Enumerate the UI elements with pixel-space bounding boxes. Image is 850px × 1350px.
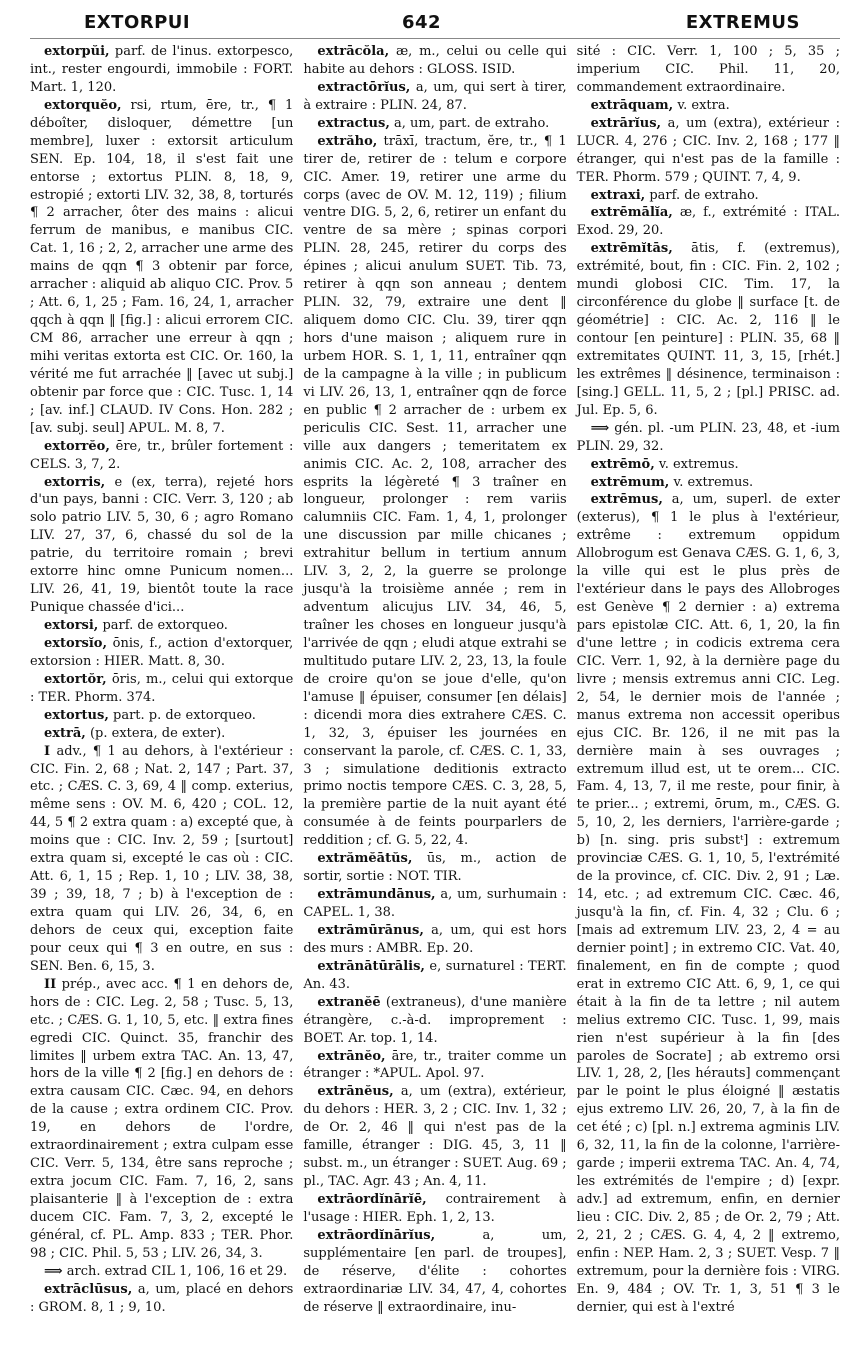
dictionary-entry (577, 97, 840, 115)
entry-text: æ, m., celui ou celle qui habite au dehors : GLOSS. ISID. (303, 44, 567, 77)
entry-text: prép., avec acc. ¶ 1 en dehors de, hors de : CIC. Leg. 2, 58 ; Tusc. 5, 13, etc. ; CÆS. G. 1, 10, 5, etc. ‖ extra fines egredi CIC. Quinct. 35, franchir des limites ‖ urbem extra TAC. An. 13, 47, hors de la ville ¶ 2 [fig.] en dehors de : extra causam CIC. Cæc. 94, en dehors de la cause ; extra ordinem CIC. Prov. 19, en dehors de l'ordre, extraordinairement ; extra culpam esse CIC. Verr. 5, 134, être sans reproche ; extra jocum CIC. Fam. 7, 16, 2, sans plaisanterie ‖ à l'exception de : extra ducem CIC. Fam. 7, 3, 2, excepté le général, cf. PL. Amp. 833 ; TER. Phor. 98 ; CIC. Phil. 5, 53 ; LIV. 26, 34, 3. (30, 976, 294, 1261)
headword: extrāquam, (590, 97, 674, 113)
headword: I (44, 743, 51, 759)
entry-text: a, um, part. de extraho. (393, 115, 550, 131)
headword: extrăho, (317, 133, 378, 149)
headword: extrā, (44, 725, 86, 741)
headword: extrēmus, (590, 492, 663, 508)
entry-text: a, um, qui est hors des murs : AMBR. Ep. 20. (303, 922, 567, 956)
dictionary-entry (303, 886, 566, 922)
headword: extorsi, (44, 618, 99, 633)
headword: extrārĭus, (590, 115, 662, 131)
entry-text: parf. de extraho. (649, 187, 759, 203)
entry-text: contrairement à l'usage : HIER. Eph. 1, 2, 13. (303, 1192, 567, 1225)
dictionary-entry (303, 1227, 566, 1317)
entry-text: adv., ¶ 1 au dehors, à l'extérieur : CIC. Fin. 2, 68 ; Nat. 2, 147 ; Part. 37, etc. ; CÆS. C. 3, 69, 4 ‖ comp. exterius, même sens : OV. M. 6, 420 ; COL. 12, 44, 5 ¶ 2 extra quam : a) excepté que, à moins que : CIC. Inv. 2, 59 ; [surtout] extra quam si, excepté le cas où : CIC. Att. 6, 1, 15 ; Rep. 1, 10 ; LIV. 38, 38, 39 ; 39, 18, 7 ; b) à l'exception de : extra quam qui LIV. 26, 34, 6, en dehors de ceux qui, exception faite pour ceux qui ¶ 3 en outre, en sus : SEN. Ben. 6, 15, 3. (30, 743, 294, 974)
dictionary-entry (577, 115, 840, 187)
headword: extrēmō, (590, 456, 655, 472)
page-header (30, 6, 840, 39)
entry-text: v. extremus. (673, 474, 754, 490)
headword: extortŏr, (44, 671, 107, 687)
headword: extranĕē (317, 994, 381, 1010)
headword: extorrĕo, (44, 438, 110, 454)
dictionary-entry (577, 474, 840, 492)
dictionary-entry (30, 43, 293, 97)
entry-text: a, um, supplémentaire [en parl. de troupes], de réserve, d'élite : cohortes extraordinariæ LIV. 34, 47, 4, cohortes de réserve ‖ extraordinaire, inu- (303, 1227, 567, 1315)
headword: ⟹ (44, 1263, 63, 1279)
entry-text: āre, tr., traiter comme un étranger : *APUL. Apol. 97. (303, 1048, 567, 1082)
headword: extrāclūsus, (44, 1281, 133, 1297)
dictionary-entry (30, 1263, 293, 1281)
dictionary-entry (30, 438, 293, 474)
dictionary-entry (30, 976, 293, 1263)
dictionary-entry (30, 707, 293, 725)
dictionary-entry (577, 420, 840, 456)
entry-text: ūs, m., action de sortir, sortie : NOT. TIR. (303, 851, 567, 885)
headword: extrēmum, (590, 474, 670, 490)
dictionary-entry (30, 743, 293, 976)
dictionary-entry (303, 1083, 566, 1191)
headword: extrānĕus, (317, 1084, 394, 1100)
entry-text: a, um, qui sert à tirer, à extraire : PLIN. 24, 87. (303, 79, 567, 113)
column-3 (577, 43, 840, 1317)
entry-text: a, um, surhumain : CAPEL. 1, 38. (303, 887, 567, 920)
column-1 (30, 43, 293, 1317)
headword: ⟹ (590, 420, 610, 436)
entry-text: ōris, m., celui qui extorque : TER. Phorm. 374. (30, 671, 294, 705)
headword: extorsĭo, (44, 635, 108, 651)
dictionary-entry (577, 456, 840, 474)
dictionary-entry (577, 204, 840, 240)
headword: extrāordĭnārĭē, (317, 1192, 427, 1207)
dictionary-entry (303, 133, 566, 851)
dictionary-entry (577, 43, 840, 97)
page-number: 642 (402, 12, 442, 33)
entry-text: e, surnaturel : TERT. An. 43. (303, 958, 567, 992)
headword: extrāmundānus, (317, 887, 436, 903)
headword: extrēmĭtās, (590, 241, 673, 257)
entry-text: rsi, rtum, ēre, tr., ¶ 1 déboîter, disloquer, démettre [un membre], luxer : extorsit articulum SEN. Ep. 104, 18, il s'est fait une entorse ; extortus PLIN. 8, 18, 9, estropié ; extorti LIV. 32, 38, 8, torturés ¶ 2 arracher, ôter des mains : alicui ferrum de manibus, e manibus CIC. Cat. 1, 16 ; 2, 2, arracher une arme des mains de qqn ¶ 3 obtenir par force, arracher : aliquid ab aliquo CIC. Prov. 5 ; Att. 6, 1, 25 ; Fam. 16, 24, 1, arracher qqch à qqn ‖ [fig.] : alicui errorem CIC. CM 86, arracher une erreur à qqn ; mihi veritas extorta est CIC. Or. 160, la vérité me fut arrachée ‖ [avec ut subj.] obtenir par force que : CIC. Tusc. 1, 14 ; [av. inf.] CLAUD. IV Cons. Hon. 282 ; [av. subj. seul] APUL. M. 8, 7. (30, 97, 294, 436)
dictionary-entry (303, 922, 566, 958)
dictionary-entry (303, 1048, 566, 1084)
headword: extractus, (317, 115, 390, 131)
dictionary-entry (30, 617, 293, 635)
headword: extorpŭi, (44, 44, 110, 59)
headword: extorris, (44, 474, 106, 490)
dictionary-entry (30, 635, 293, 671)
entry-text: trāxī, tractum, ĕre, tr., ¶ 1 tirer de, retirer de : telum e corpore CIC. Amer. 19, retirer une arme du corps (avec de OV. M. 12, 119) ; filium ventre DIG. 5, 2, 6, retirer un enfant du ventre de sa mère ; spinas corpori PLIN. 28, 245, retirer du corps des épines ; alicui anulum SUET. Tib. 73, retirer à qqn son anneau ; dentem PLIN. 32, 79, extraire une dent ‖ aliquem domo CIC. Clu. 39, tirer qqn hors d'une maison ; aliquem rure in urbem HOR. S. 1, 1, 11, entraîner qqn de la campagne à la ville ; in publicum vi LIV. 26, 13, 1, entraîner qqn de force en public ¶ 2 arracher de : urbem ex periculis CIC. Sest. 11, arracher une ville aux dangers ; temeritatem ex animis CIC. Ac. 2, 108, arracher des esprits la légèreté ¶ 3 traîner en longueur, prolonger : rem variis calumniis CIC. Fam. 1, 4, 1, prolonger une discussion par mille chicanes ; extrahitur bellum in tertium annum LIV. 3, 2, 2, la guerre se prolonge jusqu'à la troisième année ; rem in adventum alicujus LIV. 34, 46, 5, traîner les choses en longueur jusqu'à l'arrivée de qqn ; eludi atque extrahi se multitudo putare LIV. 2, 23, 13, la foule de croire qu'on se joue d'elle, qu'on l'amuse ‖ épuiser, consumer [en délais] : dicendi mora dies extrahere CÆS. C. 1, 32, 3, épuiser les journées en conservant la parole, cf. CÆS. C. 1, 33, 3 ; simulatione deditionis extracto primo noctis tempore CÆS. C. 3, 28, 5, la première partie de la nuit ayant été consumée à de feints pourparlers de reddition ; cf. G. 5, 22, 4. (303, 133, 567, 849)
dictionary-entry (303, 850, 566, 886)
headword: extrămĕātŭs, (317, 851, 413, 867)
entry-text: parf. de extorqueo. (102, 618, 228, 633)
columns (30, 43, 840, 1317)
entry-text: (p. extera, de exter). (89, 725, 226, 741)
entry-text: v. extremus. (658, 456, 739, 472)
entry-text: a, um (extra), extérieur : LUCR. 4, 276 ; CIC. Inv. 2, 168 ; 177 ‖ étranger, qui n'est pas de la famille : TER. Phorm. 579 ; QUINT. 7, 4, 9. (576, 115, 840, 185)
entry-text: arch. extrad CIL 1, 106, 16 et 29. (66, 1263, 288, 1279)
headword: II (44, 976, 57, 992)
entry-text: e (ex, terra), rejeté hors d'un pays, banni : CIC. Verr. 3, 120 ; ab solo patrio LIV. 5, 30, 6 ; agro Romano LIV. 27, 37, 6, chassé du sol de la patrie, du territoire romain ; brevi extorre hinc omne Punicum nomen... LIV. 26, 41, 19, bientôt toute la race Punique chassée d'ici... (30, 474, 294, 616)
entry-text: ātis, f. (extremus), extrémité, bout, fin : CIC. Fin. 2, 102 ; mundi globosi CIC. Tim. 17, la circonférence du globe ‖ surface [t. de géométrie] : CIC. Ac. 2, 116 ‖ le contour [en peinture] : PLIN. 35, 68 ‖ extremitates QUINT. 11, 3, 15, [rhét.] les extrêmes ‖ désinence, terminaison : [sing.] GELL. 11, 5, 2 ; [pl.] PRISC. ad. Jul. Ep. 5, 6. (576, 241, 840, 418)
dictionary-entry (303, 1191, 566, 1227)
dictionary-entry (577, 491, 840, 1316)
entry-text: ēre, tr., brûler fortement : CELS. 3, 7, 2. (30, 438, 294, 472)
headword: extraxi, (590, 187, 646, 203)
dictionary-entry (577, 187, 840, 205)
entry-text: a, um (extra), extérieur, du dehors : HER. 3, 2 ; CIC. Inv. 1, 32 ; de Or. 2, 46 ‖ qui n'est pas de la famille, étranger : DIG. 45, 3, 11 ‖ subst. m., un étranger : SUET. Aug. 69 ; pl., TAC. Agr. 43 ; An. 4, 11. (303, 1084, 567, 1190)
dictionary-entry (303, 994, 566, 1048)
entry-text: v. extra. (677, 97, 730, 113)
column-2 (303, 43, 566, 1317)
dictionary-entry (303, 958, 566, 994)
running-head-left: EXTORPUI (84, 12, 191, 33)
entry-text: sité : CIC. Verr. 1, 100 ; 5, 35 ; imperium CIC. Phil. 11, 20, commandement extraordinaire. (576, 44, 840, 95)
headword: extorquĕo, (44, 97, 122, 113)
dictionary-entry (577, 240, 840, 419)
running-head-right: EXTREMUS (685, 12, 800, 33)
entry-text: (extraneus), d'une manière étrangère, c.-à-d. improprement : BOET. Ar. top. 1, 14. (303, 994, 567, 1046)
dictionary-entry (303, 43, 566, 79)
headword: extrāordĭnārĭus, (317, 1227, 436, 1243)
headword: extrācŏla, (317, 44, 390, 59)
dictionary-entry (30, 474, 293, 618)
entry-text: gén. pl. -um PLIN. 23, 48, et -ium PLIN. 29, 32. (576, 420, 840, 454)
dictionary-entry (30, 725, 293, 743)
entry-text: a, um, superl. de exter (exterus), ¶ 1 le plus à l'extérieur, extrême : extremum oppidum Allobrogum est Genava CÆS. G. 1, 6, 3, la ville qui est le plus près de l'extérieur dans le pays des Allobroges est Genève ¶ 2 dernier : a) extrema pars epistolæ CIC. Att. 6, 1, 20, la fin d'une lettre ; in codicis extrema cera CIC. Verr. 1, 92, à la dernière page du livre ; mensis extremus anni CIC. Leg. 2, 54, le dernier mois de l'année ; manus extrema non accessit operibus ejus CIC. Br. 126, il ne mit pas la dernière main à ses ouvrages ; extremum illud est, ut te orem... CIC. Fam. 4, 13, 7, il me reste, pour finir, à te prier... ; extremi, ōrum, m., CÆS. G. 5, 10, 2, les derniers, l'arrière-garde ; b) [n. sing. pris substᵗ] : extremum provinciæ CÆS. G. 1, 10, 5, l'extrémité de la province, cf. CIC. Div. 2, 91 ; Læ. 14, etc. ; ad extremum CIC. Cæc. 46, jusqu'à la fin, cf. Fin. 4, 32 ; Clu. 6 ; [mais ad extremum LIV. 23, 2, 4 = au dernier point] ; in extremo CIC. Vat. 40, finalement, en fin de compte ; quod erat in extremo CIC Att. 6, 9, 1, ce qui était à la fin de ta lettre ; nil autem melius extremo CIC. Tusc. 1, 99, mais rien n'est supérieur à la fin [des paroles de Socrate] ; ab extremo orsi LIV. 1, 28, 2, [les hérauts] commençant par le point le plus éloigné ‖ æstatis ejus extremo LIV. 26, 20, 7, à la fin de cet été ; c) [pl. n.] extrema agminis LIV. 6, 32, 11, la fin de la colonne, l'arrière-garde ; imperii extrema TAC. An. 4, 74, les extrémités de l'empire ; d) [expr. adv.] ad extremum, enfin, en dernier lieu : CIC. Div. 2, 85 ; de Or. 2, 79 ; Att. 2, 21, 2 ; CÆS. G. 4, 4, 2 ‖ extremo, enfin : NEP. Ham. 2, 3 ; SUET. Vesp. 7 ‖ extremum, pour la dernière fois : VIRG. En. 9, 484 ; OV. Tr. 1, 3, 51 ¶ 3 le dernier, qui est à l'extré (576, 492, 840, 1315)
dictionary-entry (303, 79, 566, 115)
dictionary-entry (303, 115, 566, 133)
headword: extrānātūrālis, (317, 958, 425, 974)
entry-text: part. p. de extorqueo. (113, 707, 256, 723)
headword: extractōrĭus, (317, 79, 411, 95)
dictionary-entry (30, 1281, 293, 1317)
headword: extrāmūrānus, (317, 922, 424, 938)
entry-text: æ, f., extrémité : ITAL. Exod. 29, 20. (576, 205, 840, 239)
entry-text: ōnis, f., action d'extorquer, extorsion : HIER. Matt. 8, 30. (30, 635, 294, 669)
headword: extrēmālĭa, (590, 205, 673, 221)
dictionary-entry (30, 97, 293, 438)
entry-text: parf. de l'inus. extorpesco, int., rester engourdi, immobile : FORT. Mart. 1, 120. (30, 44, 294, 95)
dictionary-entry (30, 671, 293, 707)
headword: extortus, (44, 707, 109, 723)
entry-text: a, um, placé en dehors : GROM. 8, 1 ; 9, 10. (30, 1281, 294, 1315)
headword: extrānĕo, (317, 1048, 386, 1064)
